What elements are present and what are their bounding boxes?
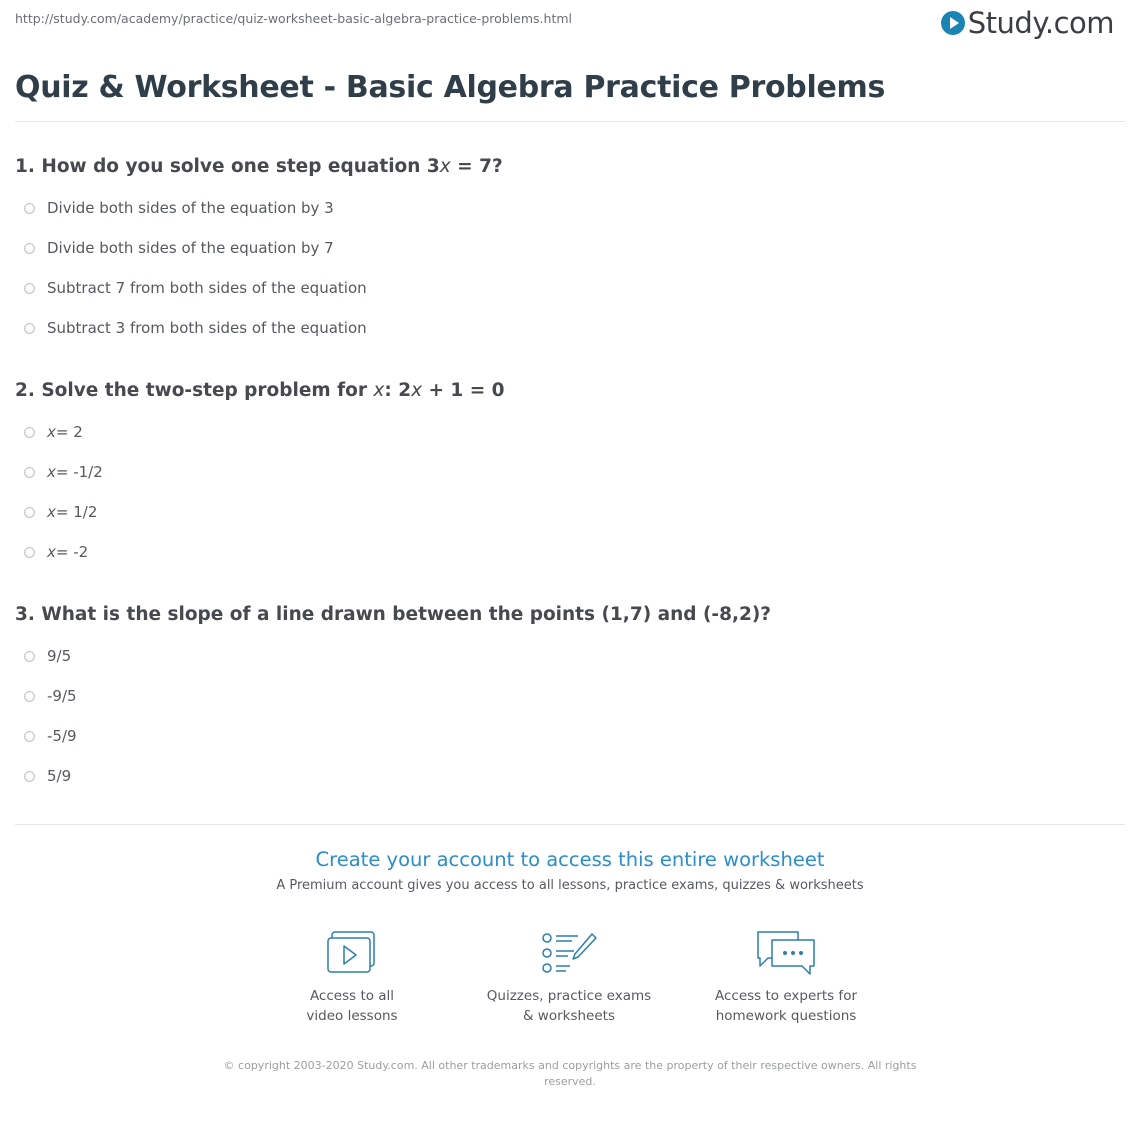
radio-button[interactable] — [24, 691, 35, 702]
study-logo[interactable] — [941, 6, 1114, 40]
question-1-text-end: = 7? — [450, 156, 503, 177]
radio-button[interactable] — [24, 283, 35, 294]
question-2-option-1[interactable] — [24, 423, 83, 441]
radio-button[interactable] — [24, 467, 35, 478]
option-variable: x — [47, 423, 56, 441]
feature-video-lessons — [252, 930, 452, 1026]
option-label: 5/9 — [47, 767, 72, 785]
question-2-option-2[interactable] — [24, 463, 103, 481]
question-3-option-3[interactable] — [24, 727, 77, 745]
video-lesson-icon — [326, 930, 378, 976]
radio-button[interactable] — [24, 651, 35, 662]
question-2 — [15, 380, 505, 401]
question-3-option-1[interactable] — [24, 647, 71, 665]
quiz-checklist-icon — [540, 930, 598, 976]
option-label: Divide both sides of the equation by 3 — [47, 199, 334, 217]
question-1-variable: x — [439, 156, 451, 177]
create-account-link[interactable]: Create your account to access this entire worksheet — [315, 848, 825, 871]
question-3: 3. What is the slope of a line drawn between the points (1,7) and (-8,2)? — [15, 604, 772, 625]
question-2-option-3[interactable] — [24, 503, 97, 521]
radio-button[interactable] — [24, 771, 35, 782]
option-variable: x — [47, 463, 56, 481]
question-2-text-mid: : 2 — [384, 380, 412, 401]
option-label: = 2 — [55, 423, 83, 441]
option-variable: x — [47, 543, 56, 561]
question-1 — [15, 156, 503, 177]
feature-line-1: Access to experts for — [714, 988, 857, 1004]
option-variable: x — [47, 503, 56, 521]
question-3-option-2[interactable] — [24, 687, 77, 705]
option-label: -9/5 — [47, 687, 77, 705]
copyright-line-2: reserved. — [544, 1075, 596, 1088]
question-2-text-end: + 1 = 0 — [422, 380, 505, 401]
section-divider — [15, 824, 1125, 825]
question-1-option-4[interactable] — [24, 319, 367, 337]
feature-line-2: video lessons — [306, 1008, 398, 1024]
question-2-option-4[interactable] — [24, 543, 88, 561]
option-label: = -2 — [55, 543, 89, 561]
radio-button[interactable] — [24, 731, 35, 742]
question-1-option-3[interactable] — [24, 279, 367, 297]
feature-line-2: & worksheets — [522, 1008, 615, 1024]
option-label: Subtract 7 from both sides of the equation — [47, 279, 367, 297]
page-title: Quiz & Worksheet - Basic Algebra Practice Problems — [15, 70, 886, 105]
feature-quizzes — [469, 930, 669, 1026]
radio-button[interactable] — [24, 427, 35, 438]
feature-line-1: Access to all — [309, 988, 395, 1004]
chat-bubbles-icon — [754, 930, 818, 976]
play-logo-icon — [941, 11, 965, 35]
question-1-text: 1. How do you solve one step equation 3 — [15, 156, 440, 177]
radio-button[interactable] — [24, 547, 35, 558]
logo-text: Study.com — [967, 6, 1114, 40]
radio-button[interactable] — [24, 323, 35, 334]
feature-experts — [686, 930, 886, 1026]
question-2-variable-2: x — [411, 380, 423, 401]
feature-line-1: Quizzes, practice exams — [486, 988, 652, 1004]
copyright-line-1: © copyright 2003-2020 Study.com. All other trademarks and copyrights are the property of their respective owners. All rights — [223, 1059, 917, 1072]
question-2-variable: x — [373, 380, 385, 401]
option-label: = 1/2 — [55, 503, 98, 521]
option-label: = -1/2 — [55, 463, 103, 481]
radio-button[interactable] — [24, 243, 35, 254]
option-label: Subtract 3 from both sides of the equation — [47, 319, 367, 337]
option-label: -5/9 — [47, 727, 77, 745]
question-1-option-1[interactable] — [24, 199, 334, 217]
page-url: http://study.com/academy/practice/quiz-worksheet-basic-algebra-practice-problems.html — [15, 11, 572, 26]
option-label: 9/5 — [47, 647, 72, 665]
radio-button[interactable] — [24, 507, 35, 518]
premium-description: A Premium account gives you access to all lessons, practice exams, quizzes & worksheets — [276, 878, 864, 893]
option-label: Divide both sides of the equation by 7 — [47, 239, 334, 257]
question-2-text: 2. Solve the two-step problem for — [15, 380, 374, 401]
question-3-option-4[interactable] — [24, 767, 71, 785]
question-1-option-2[interactable] — [24, 239, 334, 257]
radio-button[interactable] — [24, 203, 35, 214]
feature-line-2: homework questions — [715, 1008, 857, 1024]
title-divider — [15, 121, 1125, 122]
copyright-notice — [210, 1058, 930, 1090]
